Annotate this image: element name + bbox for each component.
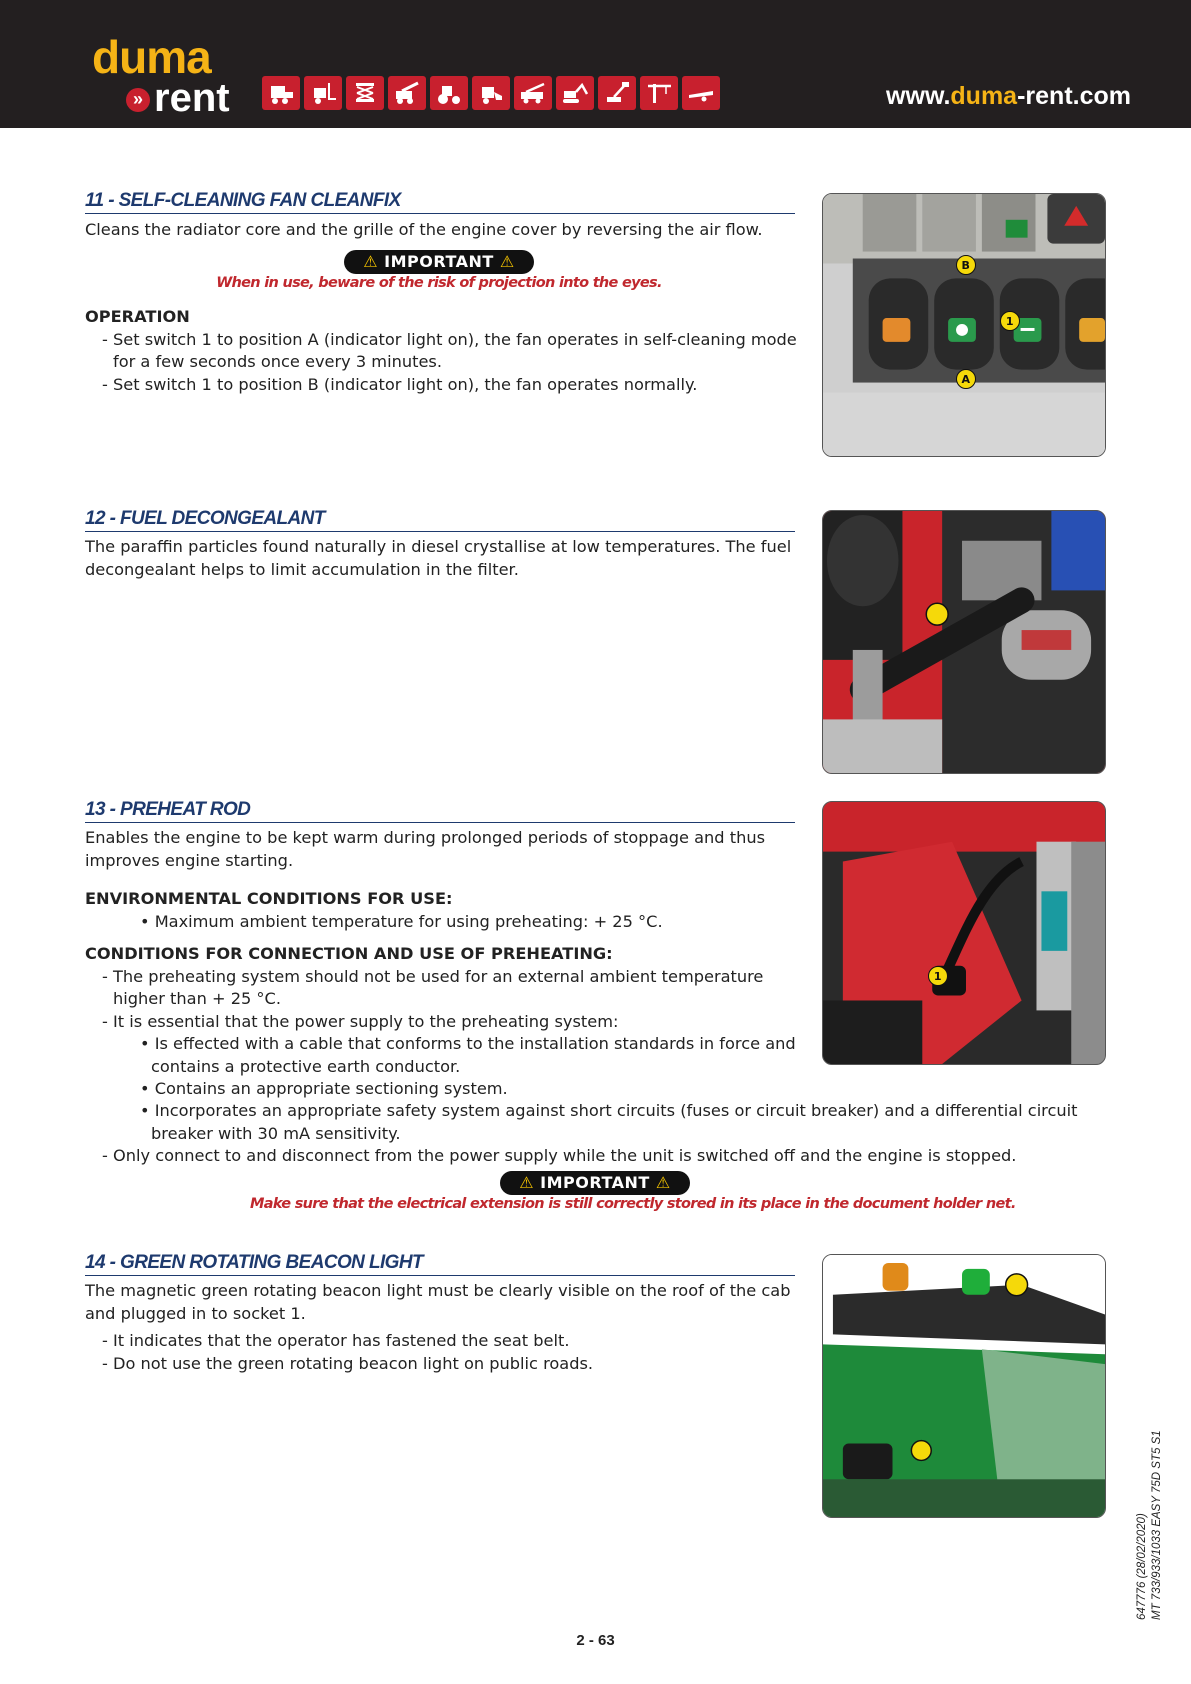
website-prefix: www.	[886, 82, 951, 110]
condition-2b: • Contains an appropriate sectioning system.	[140, 1079, 508, 1098]
environment-heading: ENVIRONMENTAL CONDITIONS FOR USE:	[85, 889, 453, 908]
condition-3: - Only connect to and disconnect from the power supply while the unit is switched off and the engine is stopped.	[102, 1146, 1017, 1165]
section-13-environment	[85, 888, 797, 933]
warning-icon: ⚠	[519, 1173, 535, 1192]
section-11-warning: When in use, beware of the risk of projection into the eyes.	[216, 275, 662, 291]
section-13-intro: Enables the engine to be kept warm during prolonged periods of stoppage and thus improves engine starting.	[85, 828, 766, 870]
document-code-line-1: 647776 (28/02/2020)	[1136, 1513, 1148, 1620]
skid-steer-icon	[262, 76, 300, 110]
switch-panel-photo	[822, 193, 1106, 457]
section-12-intro: The paraffin particles found naturally in diesel crystallise at low temperatures. The fuel decongealant helps to limit accumulation in the filter.	[85, 537, 792, 579]
logo-rent-line	[126, 76, 242, 120]
important-badge	[500, 1171, 690, 1195]
beacon-item-1: - It indicates that the operator has fastened the seat belt.	[102, 1331, 570, 1350]
logo-rent-text: rent	[154, 76, 230, 120]
section-14-title: 14 - GREEN ROTATING BEACON LIGHT	[85, 1252, 795, 1276]
tractor-icon	[430, 76, 468, 110]
section-11-title: 11 - SELF-CLEANING FAN CLEANFIX	[85, 190, 795, 214]
website-suffix: -rent.com	[1017, 82, 1131, 110]
condition-2: - It is essential that the power supply to the preheating system:	[102, 1011, 619, 1031]
page-header	[0, 0, 1191, 128]
callout-b: B	[956, 255, 976, 275]
section-12-title: 12 - FUEL DECONGEALANT	[85, 508, 795, 532]
environment-item-1: • Maximum ambient temperature for using preheating: + 25 °C.	[140, 911, 663, 931]
excavator-icon	[556, 76, 594, 110]
preheat-rod-photo	[822, 801, 1106, 1065]
boom-lift-icon	[598, 76, 636, 110]
trailer-icon	[682, 76, 720, 110]
operation-step-2: - Set switch 1 to position B (indicator light on), the fan operates normally.	[102, 374, 698, 394]
warning-icon: ⚠	[363, 252, 379, 271]
section-14-bullets	[85, 1330, 797, 1375]
condition-2c: • Incorporates an appropriate safety system against short circuits (fuses or circuit breaker) and a differential circuit breaker with 30 mA sensitivity.	[140, 1101, 1078, 1143]
condition-1: - The preheating system should not be used for an external ambient temperature higher than + 25 °C.	[102, 966, 764, 1008]
operation-step-1: - Set switch 1 to position A (indicator light on), the fan operates in self-cleaning mode for a few seconds once every 3 minutes.	[102, 329, 797, 371]
condition-2a: • Is effected with a cable that conforms to the installation standards in force and contains a protective earth conductor.	[140, 1034, 796, 1076]
forklift-icon	[304, 76, 342, 110]
scissor-lift-icon	[346, 76, 384, 110]
beacon-item-2: - Do not use the green rotating beacon light on public roads.	[102, 1353, 594, 1373]
section-11-intro: Cleans the radiator core and the grille of the engine cover by reversing the air flow.	[85, 220, 763, 239]
callout-a: A	[956, 369, 976, 389]
operation-heading: OPERATION	[85, 307, 190, 326]
machine-icons-strip	[262, 76, 720, 112]
telehandler-icon	[388, 76, 426, 110]
website-accent: duma	[950, 82, 1018, 110]
important-label: IMPORTANT	[384, 252, 494, 271]
tower-crane-icon	[640, 76, 678, 110]
section-13-conditions-cont	[85, 1100, 1115, 1168]
callout-1: 1	[928, 966, 948, 986]
warning-icon: ⚠	[655, 1173, 671, 1192]
callout-1: 1	[1000, 311, 1020, 331]
crane-truck-icon	[514, 76, 552, 110]
document-code	[1135, 1430, 1165, 1620]
beacon-cab-photo	[822, 1254, 1106, 1518]
engine-filter-photo	[822, 510, 1106, 774]
important-badge	[344, 250, 534, 274]
section-13-title: 13 - PREHEAT ROD	[85, 799, 795, 823]
page-number: 2 - 63	[576, 1632, 615, 1649]
duma-rent-logo	[92, 31, 242, 120]
section-13-conditions	[85, 943, 797, 1101]
conditions-heading: CONDITIONS FOR CONNECTION AND USE OF PREHEATING:	[85, 944, 613, 963]
important-label: IMPORTANT	[540, 1173, 650, 1192]
document-code-line-2: MT 733/933/1033 EASY 75D ST5 S1	[1151, 1430, 1163, 1620]
warning-icon: ⚠	[499, 252, 515, 271]
logo-duma-text: duma	[92, 31, 211, 83]
compact-loader-icon	[472, 76, 510, 110]
chevron-icon: »	[126, 88, 150, 112]
website-url	[886, 82, 1131, 111]
section-11-operation	[85, 306, 797, 396]
section-14-intro: The magnetic green rotating beacon light must be clearly visible on the roof of the cab and plugged in to socket 1.	[85, 1281, 791, 1323]
section-13-warning: Make sure that the electrical extension is still correctly stored in its place in the document holder net.	[250, 1196, 1016, 1212]
